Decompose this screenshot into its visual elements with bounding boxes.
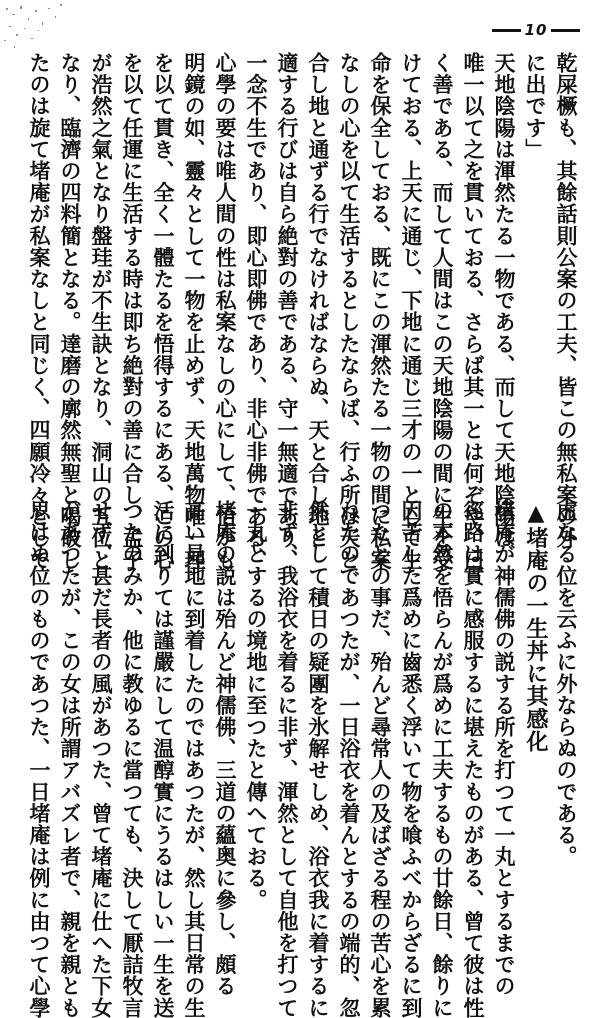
- scan-noise-mark: [0, 0, 70, 60]
- text-column: があつたが、この女は所謂アバズレ者で、親を親とも: [58, 500, 83, 1018]
- text-column: 心學の要は唯人間の性は私案なしの心にして、恰かも: [213, 52, 238, 571]
- page-number-rule-right: [551, 29, 580, 32]
- text-column: 思はぬ位のものであつた、一日堵庵は例に由つて心學: [27, 500, 52, 1018]
- text-column: けておる、上天に通じ、下地に通じ三才の一として生: [399, 52, 424, 571]
- text-column: 堵庵が神儒佛の説する所を打つて一丸とするまでの: [492, 500, 517, 997]
- text-column: に出です」: [523, 52, 548, 160]
- text-column: 適する行びは自ら絶對の善である、守一無適であり、: [275, 52, 300, 571]
- text-column: が浩然之氣となり盤珪が不生訣となり、洞山の五位と: [89, 52, 114, 571]
- text-column: 一念不生であり、即心即佛であり、非心非佛である、: [244, 52, 269, 571]
- text-column: 高い見地に到着したのではあつたが、然し其日常の生: [182, 500, 207, 1018]
- lower-text-block: [22, 500, 582, 1018]
- text-column: 活に到りては謹嚴にして温醇實にうるはしい一生を送: [151, 500, 176, 1018]
- page-number-rule-left: [492, 29, 521, 32]
- text-column: 命を保全しておる、既にこの渾然たる一物の間に私案: [368, 52, 393, 571]
- text-column: 唯一以て之を貫いておる、さらば其一とは何ぞや、曰: [461, 52, 486, 571]
- section-heading: ▲堵庵の一生丼に其感化: [523, 500, 549, 753]
- text-column: たのは旋て堵庵が私案なしと同じく、四願冷々として: [27, 52, 52, 571]
- text-column: 堵庵の説は殆んど神儒佛、三道の蘊奥に參し、頗る: [213, 500, 238, 997]
- text-column: 虚なる位を云ふに外ならぬのである。: [554, 500, 579, 868]
- text-column: 徑路は實に感服するに堪えたものがある、曾て彼は性: [461, 500, 486, 1018]
- text-column: つたとの事だ、殆んど尋常人の及ばざる程の苦心を累: [368, 500, 393, 1018]
- upper-text-block: [22, 52, 582, 571]
- text-column: を以て任運に生活する時は即ち絶對の善に合し、孟子: [120, 52, 145, 571]
- text-column: つたのみか、他に教ゆるに當つても、決して厭詰牧言: [120, 500, 145, 1018]
- page-number-text: 10: [524, 21, 548, 39]
- text-column: なしの心を以て生活するとしたならば、行ふ所は天と: [337, 52, 362, 571]
- text-column: 乾屎橛も、其餘話則公案の工夫、皆この無私案の外: [554, 52, 579, 549]
- text-column: なり、臨濟の四料簡となる。達磨の廓然無聖と喝破し: [58, 52, 83, 571]
- text-column: 明鏡の如、靈々として一物を止めず、天地萬物唯一理: [182, 52, 207, 571]
- text-column: 非ず、我浴衣を着るに非ず、渾然として自他を打つて: [275, 500, 300, 1018]
- text-column: せず、甚だ長者の風があつた、曾て堵庵に仕へた下女: [89, 500, 114, 1018]
- text-column: を以て貫き、全く一體たるを悟得するにある、この心: [151, 52, 176, 571]
- text-column: の本然を悟らんが爲めに工夫するもの廿餘日、餘りに: [430, 500, 455, 1018]
- text-column: 天地陰陽は渾然たる一物である、而して天地陰陽は: [492, 52, 517, 549]
- page-number: [488, 20, 584, 40]
- text-column: 合し地と通ずる行でなければならぬ、天と合し地と: [306, 52, 331, 549]
- text-column: 一丸とするの境地に至つたと傳へておる。: [244, 500, 269, 911]
- text-column: 因苦した爲めに齒悉く浮いて物を喰ふべからざるに到: [399, 500, 424, 1018]
- text-column: く善である、而して人間はこの天地陰陽の間に生を受: [430, 52, 455, 571]
- text-column: 然として積日の疑團を氷解せしめ、浴衣我に着するに: [306, 500, 331, 1018]
- text-column: ねたのであつたが、一日浴衣を着んとするの端的、忽: [337, 500, 362, 1018]
